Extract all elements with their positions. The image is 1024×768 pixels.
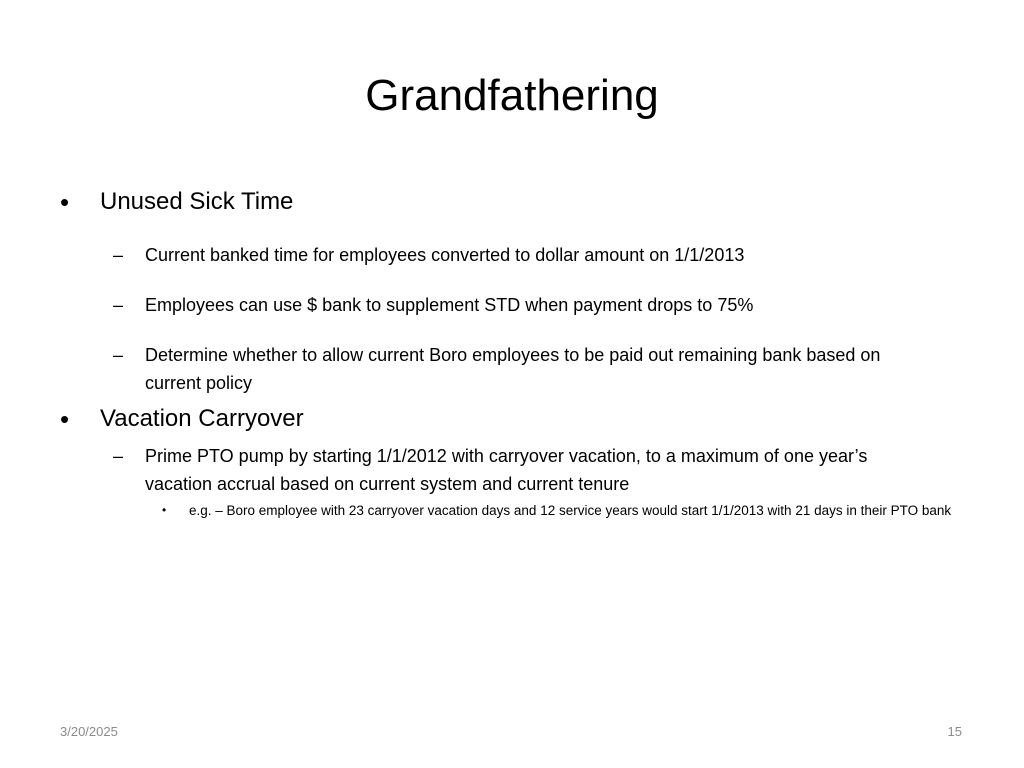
page-number: 15 (947, 724, 962, 739)
sub-bullet-dollar-bank (113, 291, 933, 319)
bullet-marker: • (60, 404, 70, 434)
bullet-text: Unused Sick Time (100, 188, 294, 215)
dash-marker: – (113, 345, 124, 365)
bullet-text: Vacation Carryover (100, 405, 304, 432)
sub-bullet-banked-time (113, 241, 933, 269)
sub-bullet-text: Current banked time for employees converted to dollar amount on 1/1/2013 (145, 245, 745, 265)
example-bullet (162, 500, 962, 521)
bullet-marker: • (60, 187, 70, 217)
bullet-unused-sick-time (60, 186, 960, 218)
slide-title: Grandfathering (365, 71, 659, 120)
example-text: e.g. – Boro employee with 23 carryover vacation days and 12 service years would start 1/1/2013 with 21 days in their PTO bank (189, 503, 952, 518)
dash-marker: – (113, 245, 124, 265)
sub-bullet-payout-decision (113, 341, 933, 397)
sub-bullet-text: Employees can use $ bank to supplement STD when payment drops to 75% (145, 295, 754, 315)
dash-marker: – (113, 295, 124, 315)
sub-bullet-text: Determine whether to allow current Boro employees to be paid out remaining bank based on current policy (145, 345, 881, 393)
dash-marker: – (113, 446, 124, 466)
sub-bullet-prime-pto (113, 442, 933, 498)
small-bullet-marker: • (162, 503, 167, 517)
footer-date: 3/20/2025 (60, 724, 118, 739)
sub-bullet-text: Prime PTO pump by starting 1/1/2012 with carryover vacation, to a maximum of one year’s vacation accrual based on current system and current tenure (145, 446, 868, 494)
bullet-vacation-carryover (60, 403, 960, 435)
